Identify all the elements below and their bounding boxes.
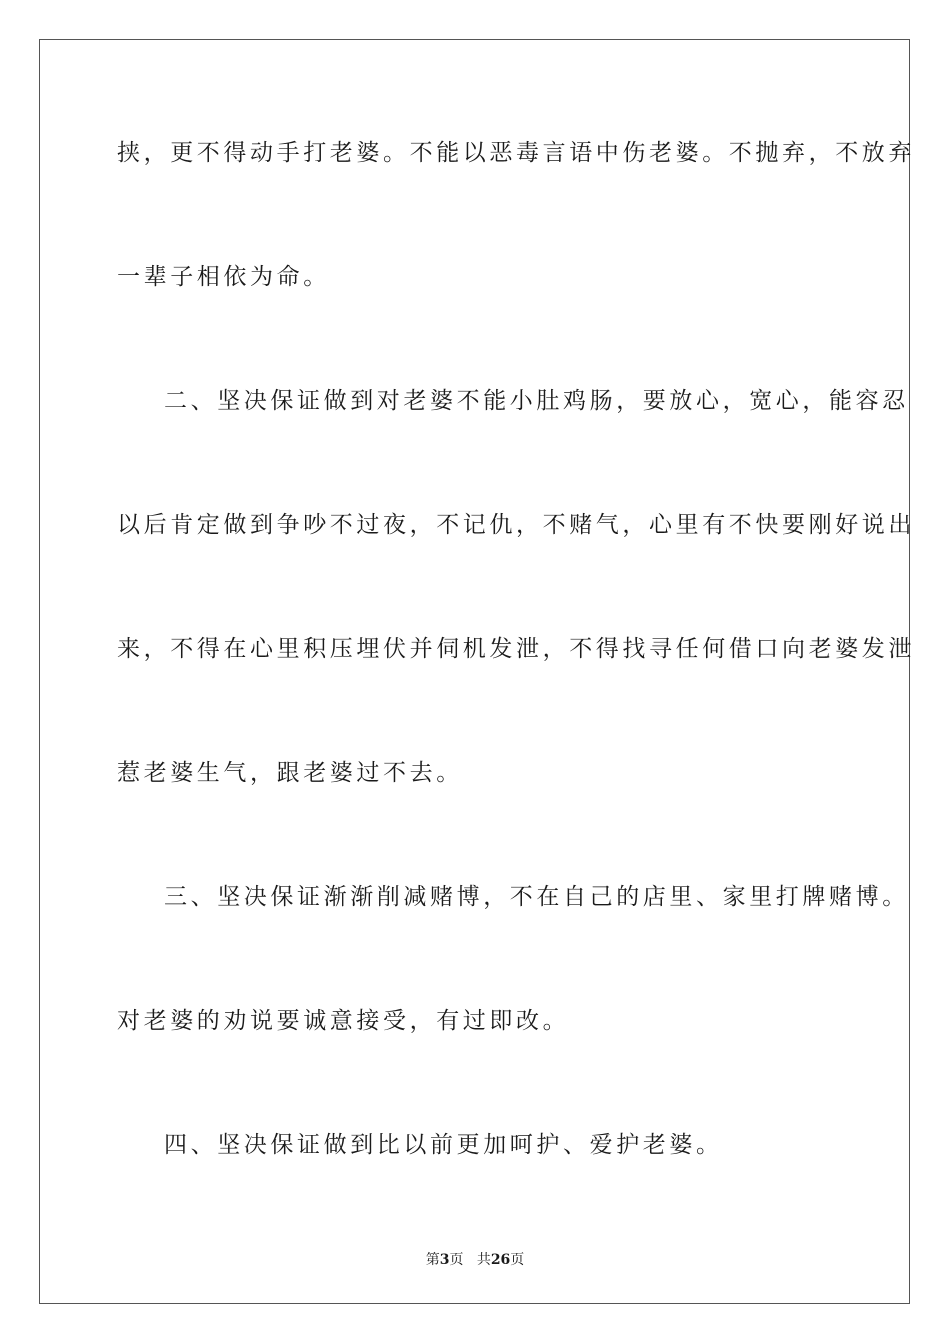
paragraph-line-6: 惹老婆生气，跟老婆过不去。: [117, 760, 463, 786]
paragraph-line-4: 以后肯定做到争吵不过夜，不记仇，不赌气，心里有不快要刚好说出: [117, 512, 915, 538]
footer-page-prefix: 第: [425, 1252, 440, 1268]
paragraph-line-3: 二、坚决保证做到对老婆不能小肚鸡肠，要放心，宽心，能容忍: [164, 388, 909, 414]
paragraph-line-9: 四、坚决保证做到比以前更加呵护、爱护老婆。: [164, 1132, 723, 1158]
footer-page-number: 3: [439, 1252, 450, 1268]
paragraph-line-1: 挟，更不得动手打老婆。不能以恶毒言语中伤老婆。不抛弃，不放弃: [117, 140, 915, 166]
paragraph-line-2: 一辈子相依为命。: [117, 264, 330, 290]
paragraph-line-7: 三、坚决保证渐渐削减赌博，不在自己的店里、家里打牌赌博。: [164, 884, 909, 910]
footer-total-prefix: 共: [476, 1252, 491, 1268]
footer-page-suffix: 页: [449, 1252, 464, 1268]
footer-total-pages: 26: [490, 1252, 511, 1268]
page-border: [39, 39, 915, 1304]
paragraph-line-5: 来，不得在心里积压埋伏并伺机发泄，不得找寻任何借口向老婆发泄: [117, 636, 915, 662]
footer-total-suffix: 页: [510, 1252, 525, 1268]
paragraph-line-8: 对老婆的劝说要诚意接受，有过即改。: [117, 1008, 570, 1034]
page-footer: [0, 1249, 950, 1269]
